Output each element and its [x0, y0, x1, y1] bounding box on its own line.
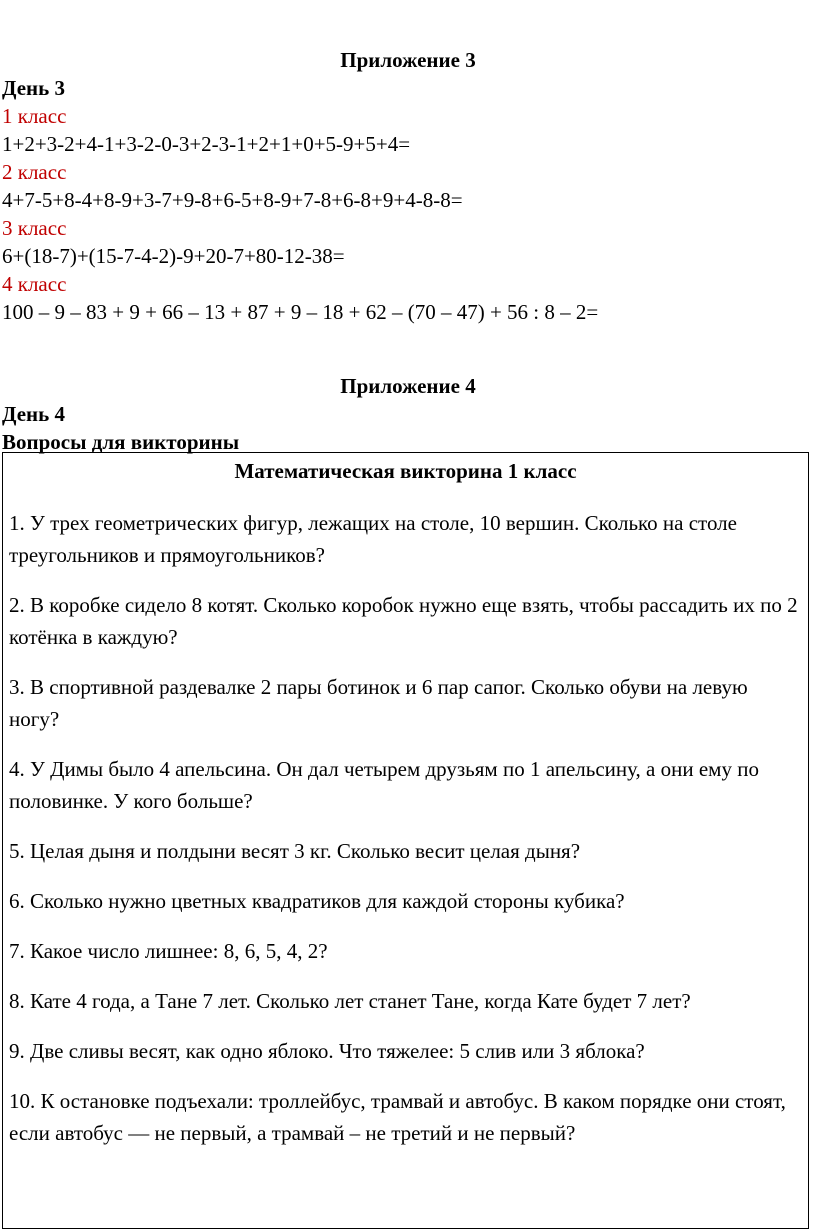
day-4-heading: День 4: [2, 402, 65, 426]
quiz-question: 9. Две сливы весят, как одно яблоко. Что тяжелее: 5 слив или 3 яблока?: [9, 1039, 645, 1063]
grade-2-expression: 4+7-5+8-4+8-9+3-7+9-8+6-5+8-9+7-8+6-8+9+4-8-8=: [2, 188, 463, 212]
quiz-title: Математическая викторина 1 класс: [234, 459, 577, 483]
quiz-question-list: [3, 507, 808, 1149]
quiz-question: 5. Целая дыня и полдыни весят 3 кг. Сколько весит целая дыня?: [9, 839, 581, 863]
quiz-question: 3. В спортивной раздевалке 2 пары ботинок и 6 пар сапог. Сколько обуви на левую ногу?: [9, 675, 748, 731]
quiz-question: 6. Сколько нужно цветных квадратиков для каждой стороны кубика?: [9, 889, 625, 913]
day-3-heading: День 3: [2, 76, 65, 100]
quiz-question: 4. У Димы было 4 апельсина. Он дал четырем друзьям по 1 апельсину, а они ему по половинке. У кого больше?: [9, 757, 759, 813]
quiz-question: 10. К остановке подъехали: троллейбус, трамвай и автобус. В каком порядке они стоят, если автобус — не первый, а трамвай – не третий и не первый?: [9, 1089, 786, 1145]
grade-3-expression: 6+(18-7)+(15-7-4-2)-9+20-7+80-12-38=: [2, 244, 345, 268]
quiz-table: [2, 452, 809, 1229]
appendix-4-section: [0, 372, 816, 456]
quiz-question: 2. В коробке сидело 8 котят. Сколько коробок нужно еще взять, чтобы рассадить их по 2 котёнка в каждую?: [9, 593, 798, 649]
grade-2-label: 2 класс: [2, 160, 67, 184]
grade-1-expression: 1+2+3-2+4-1+3-2-0-3+2-3-1+2+1+0+5-9+5+4=: [2, 132, 411, 156]
grade-1-label: 1 класс: [2, 104, 67, 128]
quiz-questions-heading: Вопросы для викторины: [2, 430, 240, 454]
appendix-4-title: Приложение 4: [340, 374, 476, 398]
quiz-question: 8. Кате 4 года, а Тане 7 лет. Сколько лет станет Тане, когда Кате будет 7 лет?: [9, 989, 691, 1013]
grade-3-label: 3 класс: [2, 216, 67, 240]
grade-4-expression: 100 – 9 – 83 + 9 + 66 – 13 + 87 + 9 – 18 + 62 – (70 – 47) + 56 : 8 – 2=: [2, 300, 599, 324]
appendix-3-title: Приложение 3: [340, 48, 476, 72]
quiz-question: 1. У трех геометрических фигур, лежащих на столе, 10 вершин. Сколько на столе треугольников и прямоугольников?: [9, 511, 737, 567]
appendix-3-section: [0, 46, 816, 326]
grade-4-label: 4 класс: [2, 272, 67, 296]
quiz-question: 7. Какое число лишнее: 8, 6, 5, 4, 2?: [9, 939, 328, 963]
